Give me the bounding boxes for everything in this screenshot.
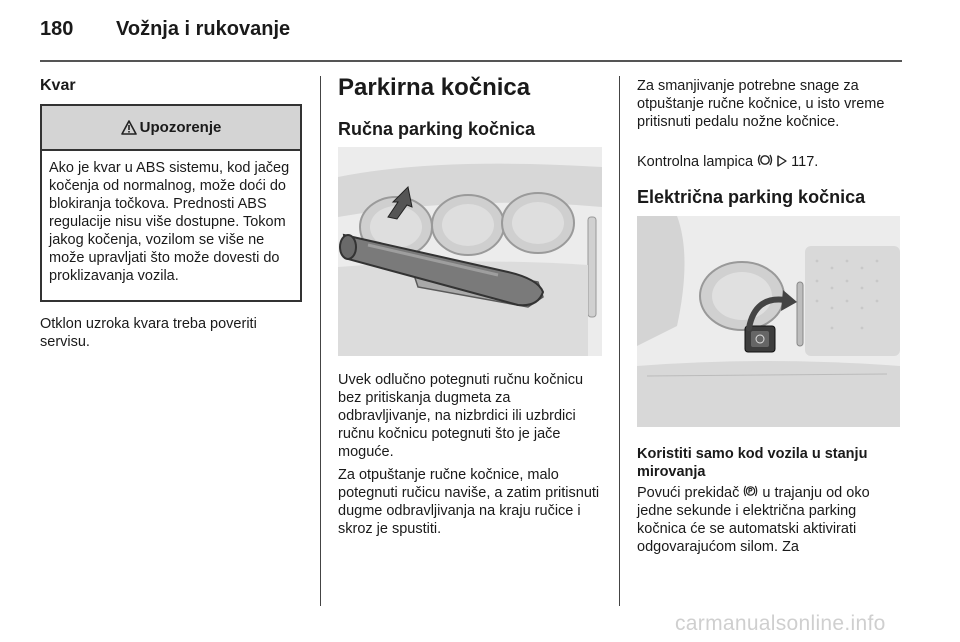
electric-brake-illustration: [637, 216, 900, 427]
electric-brake-image: [637, 216, 900, 427]
parking-brake-switch-icon: [743, 484, 758, 498]
watermark: carmanualsonline.info: [675, 612, 886, 635]
warning-title: Upozorenje: [139, 119, 222, 136]
brake-warning-lamp-icon: [757, 153, 773, 167]
hand-brake-paragraph-1: Uvek odlučno potegnuti ručnu kočnicu bez pritiskanja dugmeta za odbravljivanje, na nizbrdici ili uzbrdici ručnu kočnicu potegnuti što je jače moguće.: [338, 372, 584, 460]
column-divider-1: [320, 76, 321, 606]
hand-brake-image: [338, 147, 602, 356]
page-reference-icon: [777, 155, 787, 167]
electric-brake-note: Koristiti samo kod vozila u stanju mirovanja: [637, 446, 868, 480]
warning-header: [42, 106, 300, 151]
hand-brake-illustration: [338, 147, 602, 356]
indicator-line: [637, 153, 902, 171]
warning-icon: [121, 120, 137, 135]
section-heading-kvar: Kvar: [40, 77, 76, 94]
column-divider-2: [619, 76, 620, 606]
kvar-paragraph: Otklon uzroka kvara treba poveriti servisu.: [40, 316, 257, 350]
release-force-paragraph: Za smanjivanje potrebne snage za otpuštanje ručne kočnice, u isto vreme pritisnuti pedalu nožne kočnice.: [637, 78, 885, 130]
subsection-title-electric-brake: Električna parking kočnica: [637, 187, 866, 207]
page-number: 180: [40, 18, 74, 40]
header-divider: [40, 60, 902, 62]
indicator-page-ref: 117.: [791, 154, 819, 170]
indicator-text: Kontrolna lampica: [637, 154, 754, 170]
switch-text-end: u trajanju od oko jedne sekunde i električna parking kočnica će se automatski aktivirati odgovarajućom silom. Za: [637, 485, 870, 555]
subsection-title-hand-brake: Ručna parking kočnica: [338, 119, 536, 139]
switch-text-start: Povući prekidač: [637, 485, 740, 501]
hand-brake-paragraph-2: Za otpuštanje ručne kočnice, malo potegnuti ručicu naviše, a zatim pritisnuti dugme odbravljivanja na kraju ručice i skroz je spustiti.: [338, 467, 600, 537]
warning-text: Ako je kvar u ABS sistemu, kod jačeg kočenja od normalnog, može doći do blokiranja točkova. Prednosti ABS regulacije nisu više dostupne. Tokom jakog kočenja, vozilom se više ne može upravljati što može dovesti do proklizavanja vozila.: [49, 160, 290, 284]
warning-box: [40, 104, 302, 302]
section-title-parking-brake: Parkirna kočnica: [338, 74, 531, 101]
page-title: Vožnja i rukovanje: [116, 18, 291, 40]
electric-brake-paragraph: [637, 484, 905, 556]
